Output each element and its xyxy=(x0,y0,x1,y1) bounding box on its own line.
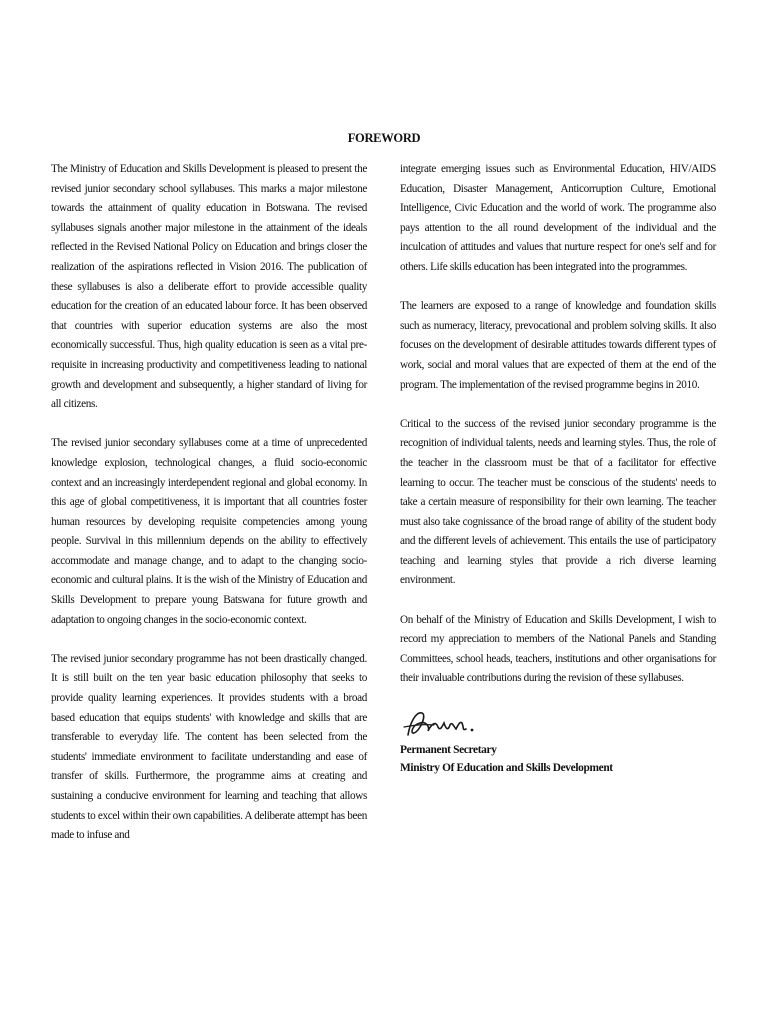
paragraph: The Ministry of Education and Skills Development is pleased to present the revised junior secondary school syllabuses. This marks a major milestone towards the attainment of quality education in Botswana. The revised syllabuses signals another major milestone in the attainment of the ideals reflected in the Revised National Policy on Education and brings closer the realization of the aspirations reflected in Vision 2016. The publication of these syllabuses is also a deliberate effort to provide accessible quality education for the creation of an educated labour force. It has been observed that countries with superior education systems are also the most economically successful. Thus, high quality education is seen as a vital pre-requisite in increasing productivity and competitiveness leading to national growth and development and subsequently, a higher standard of living for all citizens. xyxy=(51,163,367,411)
paragraph: The learners are exposed to a range of knowledge and foundation skills such as numeracy, literacy, prevocational and problem solving skills. It also focuses on the development of desirable attitudes towards different types of work, social and moral values that are expected of them at the end of the program. The implementation of the revised programme begins in 2010. xyxy=(400,300,716,391)
left-column xyxy=(51,160,367,865)
paragraph: integrate emerging issues such as Environmental Education, HIV/AIDS Education, Disaster Management, Anticorruption Culture, Emotional Intelligence, Civic Education and the world of work. The programme also pays attention to the all round development of the individual and the inculcation of attitudes and values that nurture respect for one's self and for others. Life skills education has been integrated into the programmes. xyxy=(400,163,716,273)
signer-organization: Ministry Of Education and Skills Development xyxy=(400,761,613,774)
paragraph: The revised junior secondary syllabuses come at a time of unprecedented knowledge explosion, technological changes, a fluid socio-economic context and an increasingly interdependent regional and global economy. In this age of global competitiveness, it is important that all countries foster human resources by developing requisite competencies among young people. Survival in this millennium depends on the ability to effectively accommodate and manage change, and to adapt to the changing socio-economic and cultural plains. It is the wish of the Ministry of Education and Skills Development to prepare young Batswana for future growth and adaptation to ongoing changes in the socio-economic context. xyxy=(51,437,367,626)
paragraph: The revised junior secondary programme has not been drastically changed. It is still built on the ten year basic education philosophy that seeks to provide quality learning experiences. It provides students with a broad based education that equips students' with knowledge and skills that are transferable to everyday life. The content has been selected from the students' immediate environment to facilitate understanding and ease of transfer of skills. Furthermore, the programme aims at creating and sustaining a conducive environment for learning and teaching that allows students to excel within their own capabilities. A deliberate attempt has been made to infuse and xyxy=(51,652,367,842)
signer-title: Permanent Secretary xyxy=(400,743,497,756)
page-title: FOREWORD xyxy=(347,131,421,145)
paragraph: On behalf of the Ministry of Education and Skills Development, I wish to record my appreciation to members of the National Panels and Standing Committees, school heads, teachers, institutions and other organisations for their invaluable contributions during the revision of these syllabuses. xyxy=(400,613,716,685)
paragraph: Critical to the success of the revised junior secondary programme is the recognition of individual talents, needs and learning styles. Thus, the role of the teacher in the classroom must be that of a facilitator for effective learning to occur. The teacher must be conscious of the students' needs to take a certain measure of responsibility for their own learning. The teacher must also take cognissance of the broad range of ability of the student body and the different levels of achievement. This entails the use of participatory teaching and learning styles that provide a rich diverse learning environment. xyxy=(400,417,716,587)
right-column xyxy=(400,160,716,777)
signature-image xyxy=(400,705,716,741)
